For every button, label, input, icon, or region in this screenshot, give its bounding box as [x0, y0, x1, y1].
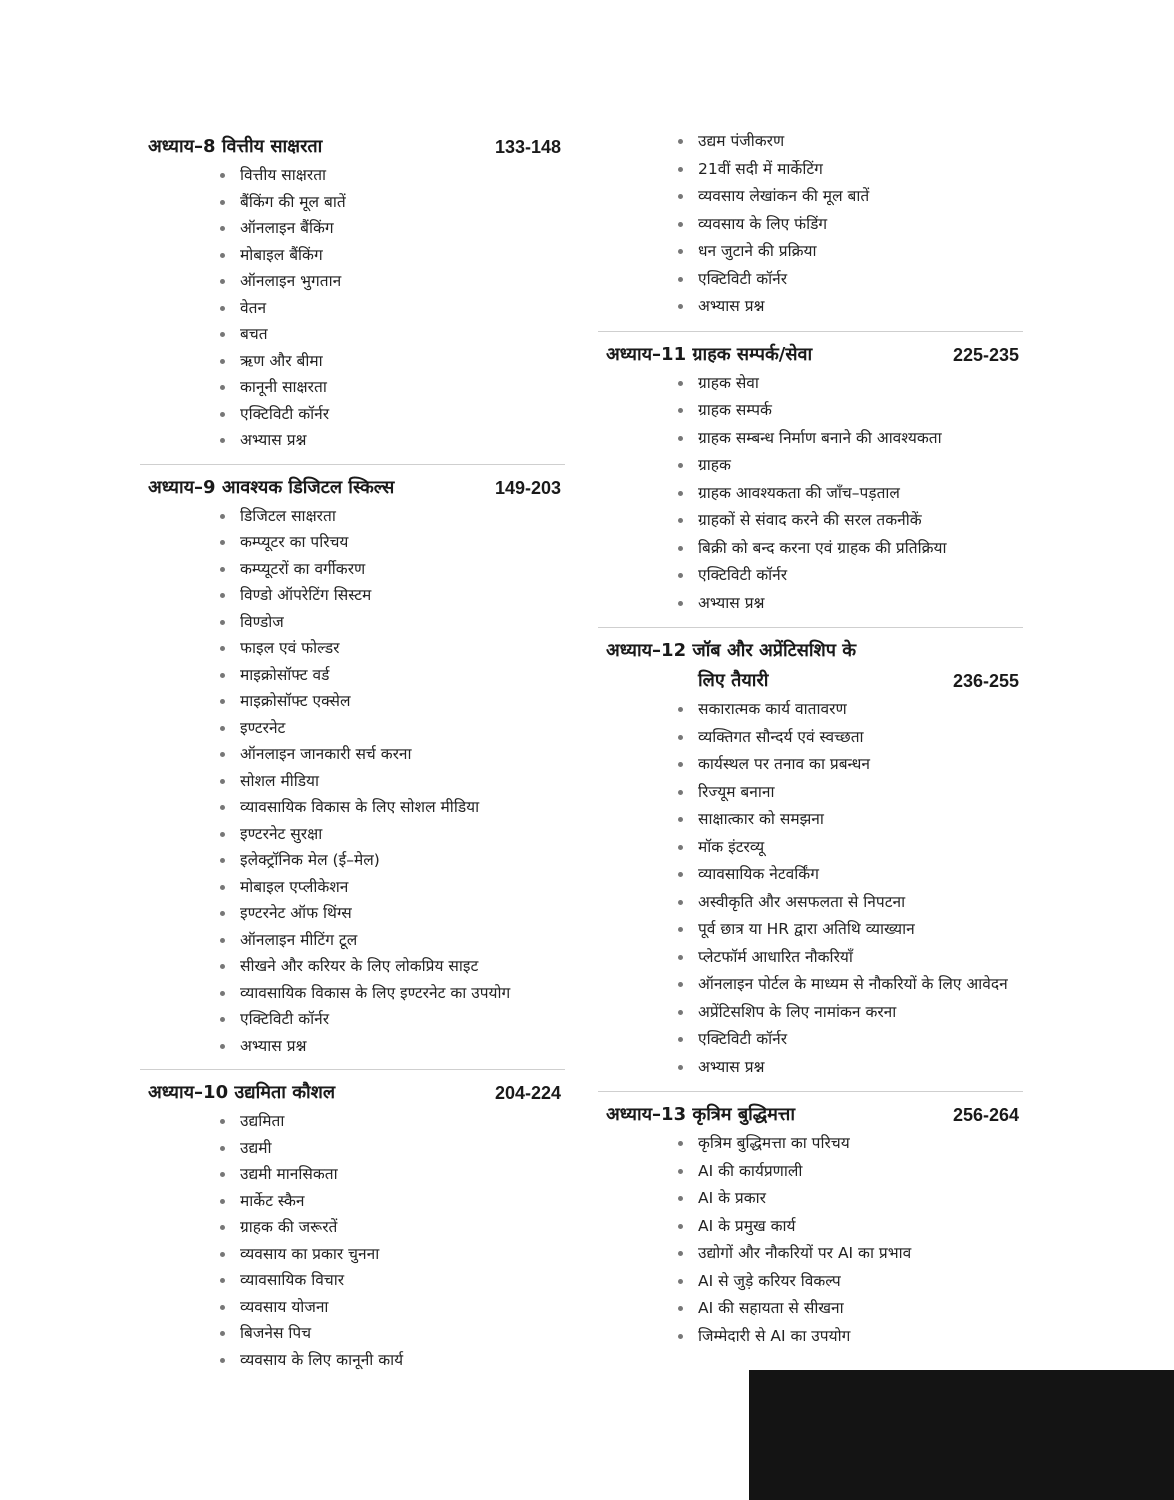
- divider: [598, 627, 1023, 628]
- topic-item: उद्यमिता: [220, 1108, 565, 1135]
- topic-item: उद्यमी मानसिकता: [220, 1161, 565, 1188]
- topic-item: धन जुटाने की प्रक्रिया: [678, 238, 1023, 266]
- topic-item: एक्टिविटी कॉर्नर: [678, 266, 1023, 294]
- chapter-title-line2: लिए तैयारी: [698, 670, 769, 691]
- topic-item: कार्यस्थल पर तनाव का प्रबन्धन: [678, 751, 1023, 779]
- topic-item: ग्राहक की जरूरतें: [220, 1214, 565, 1241]
- topic-item: AI के प्रमुख कार्य: [678, 1213, 1023, 1241]
- topic-item: अस्वीकृति और असफलता से निपटना: [678, 889, 1023, 917]
- black-corner-block: [749, 1370, 1174, 1500]
- chapter-10: [140, 1076, 565, 1377]
- topic-item: माइक्रोसॉफ्ट एक्सेल: [220, 688, 565, 715]
- page-range: 149-203: [494, 477, 561, 498]
- chapter-title: अध्याय–8 वित्तीय साक्षरता: [148, 136, 323, 157]
- topic-item: इण्टरनेट: [220, 715, 565, 742]
- topic-item: व्यक्तिगत सौन्दर्य एवं स्वच्छता: [678, 724, 1023, 752]
- topic-item: इलेक्ट्रॉनिक मेल (ई–मेल): [220, 847, 565, 874]
- topic-item: अभ्यास प्रश्न: [678, 590, 1023, 618]
- topic-item: ग्राहक सम्पर्क: [678, 397, 1023, 425]
- topic-item: सकारात्मक कार्य वातावरण: [678, 696, 1023, 724]
- topic-item: अप्रेंटिसशिप के लिए नामांकन करना: [678, 999, 1023, 1027]
- chapter-title: अध्याय–12 जॉब और अप्रेंटिसशिप के: [606, 640, 857, 661]
- chapter-8: [140, 130, 565, 458]
- topic-item: सीखने और करियर के लिए लोकप्रिय साइट: [220, 953, 565, 980]
- divider: [140, 464, 565, 465]
- topic-item: प्लेटफॉर्म आधारित नौकरियाँ: [678, 944, 1023, 972]
- topic-item: ऑनलाइन जानकारी सर्च करना: [220, 741, 565, 768]
- topic-item: 21वीं सदी में मार्केटिंग: [678, 156, 1023, 184]
- topic-item: अभ्यास प्रश्न: [678, 293, 1023, 321]
- topic-item: इण्टरनेट ऑफ थिंग्स: [220, 900, 565, 927]
- topic-item: मॉक इंटरव्यू: [678, 834, 1023, 862]
- topic-item: एक्टिविटी कॉर्नर: [220, 401, 565, 428]
- topic-item: उद्यमी: [220, 1135, 565, 1162]
- topic-item: बैंकिंग की मूल बातें: [220, 189, 565, 216]
- topic-item: एक्टिविटी कॉर्नर: [678, 1026, 1023, 1054]
- chapter-heading: [598, 634, 1023, 696]
- chapter-11: [598, 338, 1023, 622]
- topic-item: ग्राहक: [678, 452, 1023, 480]
- divider: [140, 1069, 565, 1070]
- chapter-title: अध्याय–13 कृत्रिम बुद्धिमत्ता: [606, 1104, 796, 1125]
- chapter-title: अध्याय–11 ग्राहक सम्पर्क/सेवा: [606, 343, 813, 365]
- topic-item: कृत्रिम बुद्धिमत्ता का परिचय: [678, 1130, 1023, 1158]
- chapter-title: अध्याय–10 उद्यमिता कौशल: [148, 1082, 336, 1103]
- topic-item: रिज्यूम बनाना: [678, 779, 1023, 807]
- topic-list: [598, 370, 1023, 622]
- page-range: 225-235: [952, 344, 1019, 365]
- topic-item: AI की कार्यप्रणाली: [678, 1158, 1023, 1186]
- topic-item: ग्राहकों से संवाद करने की सरल तकनीकें: [678, 507, 1023, 535]
- chapter-heading: [140, 130, 565, 162]
- topic-item: व्यवसाय लेखांकन की मूल बातें: [678, 183, 1023, 211]
- topic-item: ऑनलाइन भुगतान: [220, 268, 565, 295]
- topic-item: ग्राहक आवश्यकता की जाँच–पड़ताल: [678, 480, 1023, 508]
- topic-item: अभ्यास प्रश्न: [678, 1054, 1023, 1082]
- chapter-heading: [140, 471, 565, 503]
- topic-item: ग्राहक सम्बन्ध निर्माण बनाने की आवश्यकता: [678, 425, 1023, 453]
- topic-item: डिजिटल साक्षरता: [220, 503, 565, 530]
- topic-item: विण्डो ऑपरेटिंग सिस्टम: [220, 582, 565, 609]
- topic-item: साक्षात्कार को समझना: [678, 806, 1023, 834]
- topic-item: बिजनेस पिच: [220, 1320, 565, 1347]
- topic-item: व्यवसाय के लिए फंडिंग: [678, 211, 1023, 239]
- topic-item: मोबाइल एप्लीकेशन: [220, 874, 565, 901]
- topic-item: इण्टरनेट सुरक्षा: [220, 821, 565, 848]
- topic-item: बचत: [220, 321, 565, 348]
- topic-item: कम्प्यूटरों का वर्गीकरण: [220, 556, 565, 583]
- topic-item: ऑनलाइन बैंकिंग: [220, 215, 565, 242]
- topic-item: ऑनलाइन पोर्टल के माध्यम से नौकरियों के लिए आवेदन: [678, 971, 1023, 999]
- chapter-title: अध्याय–9 आवश्यक डिजिटल स्किल्स: [148, 476, 395, 498]
- topic-item: व्यावसायिक विकास के लिए सोशल मीडिया: [220, 794, 565, 821]
- topic-item: अभ्यास प्रश्न: [220, 1033, 565, 1060]
- topic-item: AI से जुड़े करियर विकल्प: [678, 1268, 1023, 1296]
- topic-item: व्यवसाय का प्रकार चुनना: [220, 1241, 565, 1268]
- topic-item: माइक्रोसॉफ्ट वर्ड: [220, 662, 565, 689]
- divider: [598, 1091, 1023, 1092]
- topic-item: मोबाइल बैंकिंग: [220, 242, 565, 269]
- topic-item: AI के प्रकार: [678, 1185, 1023, 1213]
- chapter-heading: [598, 338, 1023, 370]
- topic-item: विण्डोज: [220, 609, 565, 636]
- chapter-12: [598, 634, 1023, 1085]
- topic-item: उद्योगों और नौकरियों पर AI का प्रभाव: [678, 1240, 1023, 1268]
- topic-item: कम्प्यूटर का परिचय: [220, 529, 565, 556]
- topic-item: उद्यम पंजीकरण: [678, 128, 1023, 156]
- topic-item: कानूनी साक्षरता: [220, 374, 565, 401]
- topic-list: [598, 696, 1023, 1085]
- page-range: 236-255: [952, 671, 1019, 691]
- topic-item: व्यावसायिक विकास के लिए इण्टरनेट का उपयोग: [220, 980, 565, 1007]
- chapter-heading: [598, 1098, 1023, 1130]
- chapter-heading: [140, 1076, 565, 1108]
- topic-list: [598, 1130, 1023, 1354]
- topic-item: एक्टिविटी कॉर्नर: [220, 1006, 565, 1033]
- topic-item: व्यावसायिक नेटवर्किंग: [678, 861, 1023, 889]
- topic-item: सोशल मीडिया: [220, 768, 565, 795]
- topic-item: मार्केट स्कैन: [220, 1188, 565, 1215]
- page-range: 133-148: [494, 137, 561, 157]
- chapter-9: [140, 471, 565, 1064]
- page-range: 256-264: [952, 1105, 1019, 1125]
- topic-item: जिम्मेदारी से AI का उपयोग: [678, 1323, 1023, 1351]
- topic-item: बिक्री को बन्द करना एवं ग्राहक की प्रतिक्रिया: [678, 535, 1023, 563]
- topic-item: व्यवसाय योजना: [220, 1294, 565, 1321]
- topic-list: [140, 162, 565, 458]
- topic-item: एक्टिविटी कॉर्नर: [678, 562, 1023, 590]
- right-column: [598, 128, 1023, 1354]
- divider: [598, 331, 1023, 332]
- topic-list: [140, 503, 565, 1064]
- topic-item: वेतन: [220, 295, 565, 322]
- page-range: 204-224: [494, 1083, 561, 1103]
- topic-item: फाइल एवं फोल्डर: [220, 635, 565, 662]
- topic-item: वित्तीय साक्षरता: [220, 162, 565, 189]
- topic-item: ऋण और बीमा: [220, 348, 565, 375]
- topic-item: AI की सहायता से सीखना: [678, 1295, 1023, 1323]
- topic-list: [140, 1108, 565, 1377]
- topic-item: अभ्यास प्रश्न: [220, 427, 565, 454]
- chapter-13: [598, 1098, 1023, 1354]
- topic-item: व्यवसाय के लिए कानूनी कार्य: [220, 1347, 565, 1374]
- left-column: [140, 130, 565, 1377]
- topic-item: ग्राहक सेवा: [678, 370, 1023, 398]
- topic-item: व्यावसायिक विचार: [220, 1267, 565, 1294]
- topic-item: ऑनलाइन मीटिंग टूल: [220, 927, 565, 954]
- continued-topic-list: [598, 128, 1023, 325]
- topic-item: पूर्व छात्र या HR द्वारा अतिथि व्याख्यान: [678, 916, 1023, 944]
